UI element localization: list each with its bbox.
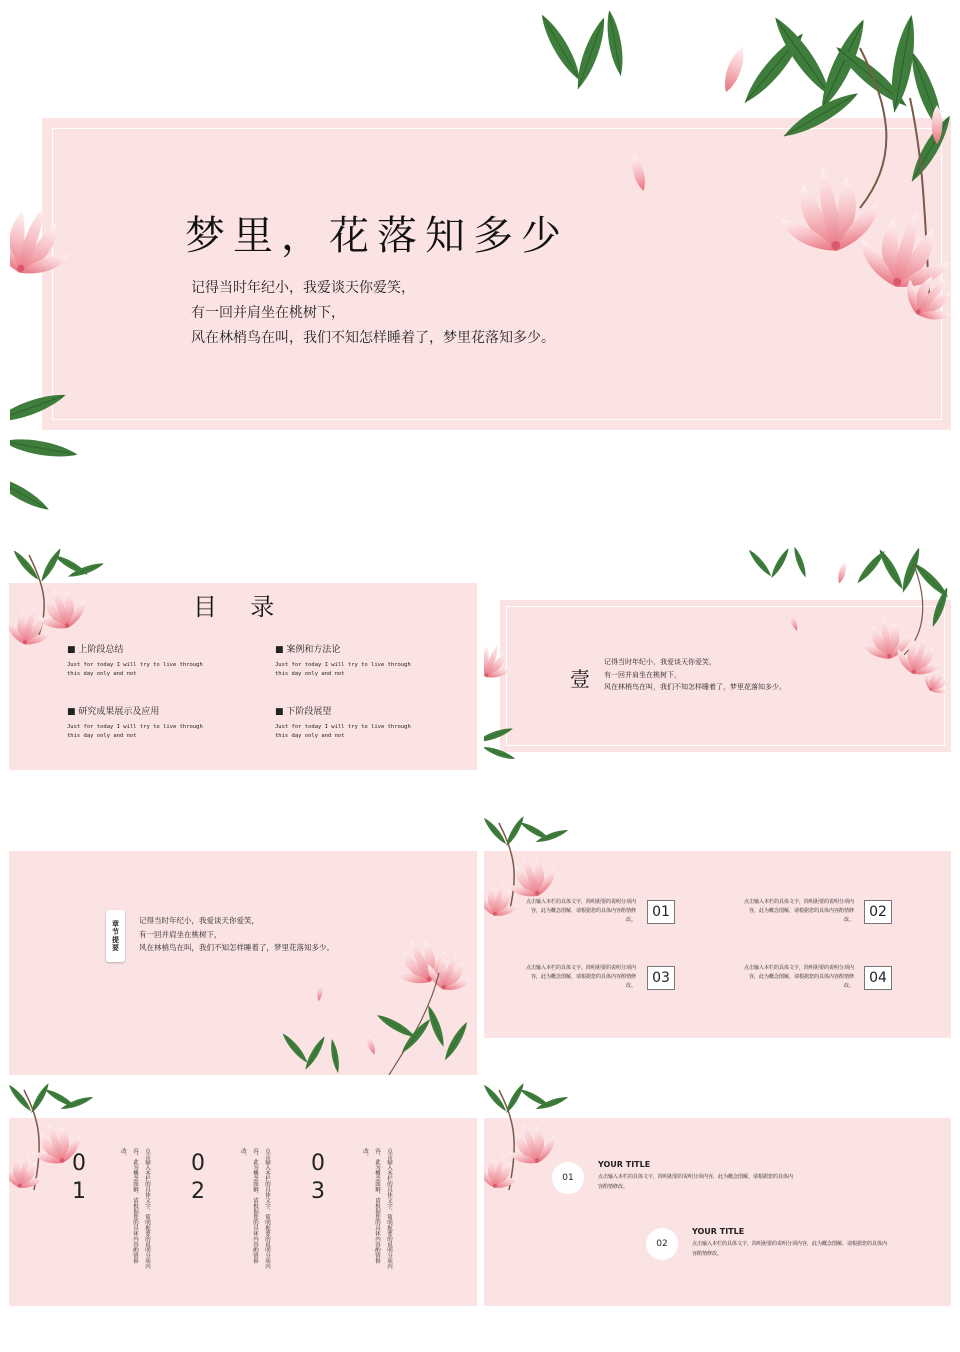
column-number-top: 0: [191, 1151, 205, 1176]
toc-item: [275, 704, 455, 741]
bullet-square-icon: ■: [275, 707, 287, 717]
point-number-box: 04: [864, 966, 892, 990]
toc-item-desc: this day only and not: [275, 671, 345, 677]
section-poem: [604, 656, 786, 694]
column-number: [308, 1150, 328, 1206]
toc-item: [275, 642, 455, 679]
poem-line: 记得当时年纪小，我爱谈天你爱笑，: [191, 280, 415, 296]
cover-poem: [191, 276, 555, 351]
point-number-box: 03: [647, 966, 675, 990]
section-number-badge: 壹: [570, 667, 590, 691]
slide-cover: [10, 8, 951, 528]
toc-item-label: 下阶段展望: [286, 707, 332, 717]
toc-item-desc: Just for today I will try to live through: [275, 724, 411, 730]
chapter-summary-label: 章节提要: [111, 920, 121, 952]
slide-section-one: [484, 545, 951, 770]
poem-line: 有一回并肩坐在桃树下，: [139, 929, 222, 939]
toc-item-label: 研究成果展示及应用: [78, 707, 160, 717]
section-flowers-left: [484, 635, 524, 770]
slide-toc: [9, 545, 477, 770]
poem-line: 有一回并肩坐在桃树下，: [604, 670, 681, 679]
poem-line: 风在林梢鸟在叫，我们不知怎样睡着了，梦里花落知多少。: [191, 330, 555, 346]
column-text: 点击输入本栏的具体文字，简明扼要的说明分项内容，此为概念图解，请根据您的具体内容酌情修改。: [362, 1148, 392, 1269]
cover-title: 梦里，花落知多少: [185, 213, 569, 259]
slide-title-list: [484, 1080, 951, 1306]
list-item-title: YOUR TITLE: [692, 1227, 745, 1236]
chapter-summary-tag: [106, 910, 125, 962]
list-item-text: 点击输入本栏的具体文字，简明扼要的说明分项内容，此为概念图解，请根据您的具体内 容酌情修改。: [692, 1241, 888, 1257]
toc-item-desc: Just for today I will try to live through: [67, 662, 203, 668]
point-text: 点击输入本栏的具体文字，简明扼要的说明分项内容，此为概念图解，请根据您的具体内容酌情修改。: [743, 965, 854, 989]
toc-item-desc: this day only and not: [275, 733, 345, 739]
list-number-circle: 02: [646, 1228, 678, 1260]
point-text: 点击输入本栏的具体文字，简明扼要的说明分项内容，此为概念图解，请根据您的具体内容酌情修改。: [525, 965, 636, 989]
toc-title: 目 录: [193, 593, 281, 621]
poem-line: 记得当时年纪小，我爱谈天你爱笑，: [139, 916, 259, 925]
point-number-box: 01: [647, 900, 675, 924]
column-number-bottom: 1: [72, 1179, 86, 1204]
column-number: [69, 1150, 89, 1206]
bullet-square-icon: ■: [275, 645, 287, 655]
poem-line: 风在林梢鸟在叫，我们不知怎样睡着了，梦里花落知多少。: [604, 683, 786, 691]
column-text: 点击输入本栏的具体文字，简明扼要的说明分项内容，此为概念图解，请根据您的具体内容酌情修改。: [120, 1148, 150, 1269]
column-text: 点击输入本栏的具体文字，简明扼要的说明分项内容，此为概念图解，请根据您的具体内容酌情修改。: [240, 1148, 270, 1269]
column-number-top: 0: [311, 1151, 325, 1176]
point-text: 点击输入本栏的具体文字，简明扼要的说明分项内容，此为概念图解，请根据您的具体内容酌情修改。: [743, 899, 854, 923]
toc-item-desc: Just for today I will try to live through: [275, 662, 411, 668]
toc-item-desc: this day only and not: [67, 733, 137, 739]
poem-line: 记得当时年纪小，我爱谈天你爱笑，: [604, 658, 716, 666]
poem-line: 有一回并肩坐在桃树下，: [191, 305, 345, 321]
toc-item-desc: this day only and not: [67, 671, 137, 677]
toc-item: [67, 642, 247, 679]
column-number-bottom: 3: [311, 1179, 325, 1204]
poem-line: 风在林梢鸟在叫，我们不知怎样睡着了，梦里花落知多少。: [139, 943, 334, 952]
list-item-title: YOUR TITLE: [598, 1160, 651, 1169]
list-item-text: 点击输入本栏的具体文字，简明扼要的说明分项内容，此为概念图解，请根据您的具体内 容酌情修改。: [598, 1174, 794, 1190]
flowers-left: [10, 188, 100, 528]
bullet-square-icon: ■: [67, 707, 79, 717]
list-item: [598, 1160, 838, 1192]
bullet-square-icon: ■: [67, 645, 79, 655]
toc-item-label: 上阶段总结: [78, 645, 124, 655]
column-number-bottom: 2: [191, 1179, 205, 1204]
slide-four-points: [484, 813, 951, 1038]
point-text: 点击输入本栏的具体文字，简明扼要的说明分项内容，此为概念图解，请根据您的具体内容酌情修改。: [525, 899, 636, 923]
point-number-box: 02: [864, 900, 892, 924]
leaves-top-right: [530, 8, 951, 348]
list-number-circle: 01: [552, 1162, 584, 1194]
list-item: [692, 1227, 937, 1259]
toc-item-desc: Just for today I will try to live through: [67, 724, 203, 730]
column-number-top: 0: [72, 1151, 86, 1176]
column-number: [188, 1150, 208, 1206]
toc-item-label: 案例和方法论: [286, 645, 341, 655]
summary-flowers-bottom-right: [269, 933, 477, 1075]
slide-three-columns: [9, 1080, 477, 1306]
toc-item: [67, 704, 247, 741]
slide-chapter-summary: [9, 813, 477, 1075]
